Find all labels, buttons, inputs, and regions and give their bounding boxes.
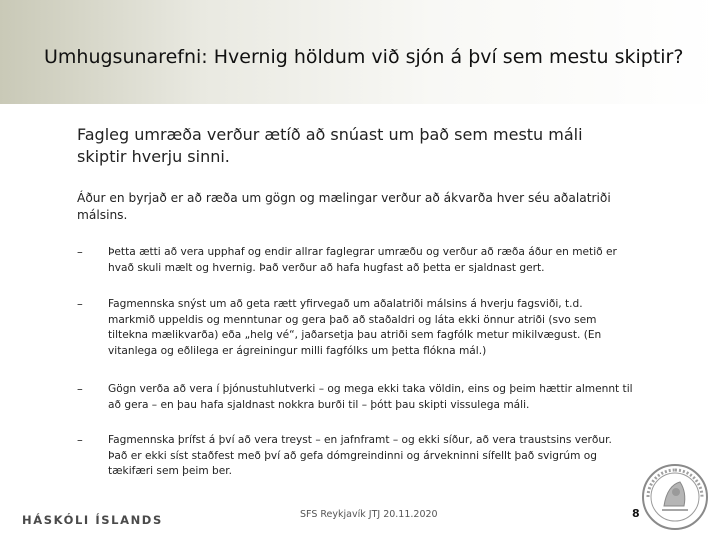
slide-title: Umhugsunarefni: Hvernig höldum við sjón á því sem mestu skiptir? [44, 46, 684, 68]
university-logo-text: HÁSKÓLI ÍSLANDS [22, 513, 163, 527]
bullet-dash: – [77, 382, 83, 396]
page-number: 8 [632, 507, 640, 520]
lead-paragraph: Áður en byrjað er að ræða um gögn og mælingar verður að ákvarða hver séu aðalatriði málsins. [77, 191, 611, 222]
bullet-dash: – [77, 433, 83, 447]
bullet-dash: – [77, 297, 83, 311]
bullet-text: Fagmennska snýst um að geta rætt yfirvegað um aðalatriði málsins á hverju fagsviði, t.d. markmið uppeldis og menntunar og gera það að staðaldri og láta ekki önnur atriði (svo sem tiltekna mælikvarða) eða „helg vé“, jaðarsetja þau atriði sem fagfólk metur mikilvægust. (En vitanlega og eðlilega er ágreiningur milli fagfólks um þetta flókna mál.) [108, 298, 602, 357]
bullet-dash: – [77, 245, 83, 259]
bullet-text: Þetta ætti að vera upphaf og endir allrar faglegrar umræðu og verður að ræða áður en metið er hvað skuli mælt og hvernig. Það verður að hafa hugfast að þetta er sjaldnast gert. [108, 246, 617, 274]
bullet-text: Fagmennska þrífst á því að vera treyst – en jafnframt – og ekki síður, að vera traustsins verður. Það er ekki síst staðfest með því að gefa dómgreindinni og árvekninni sífellt það svigrúm og tækifæri sem þeim ber. [108, 434, 612, 477]
bullet-text: Gögn verða að vera í þjónustuhlutverki – og mega ekki taka völdin, eins og þeim hættir almennt til að gera – en þau hafa sjaldnast nokkra burði til – þótt þau skipti vissulega máli. [108, 383, 633, 411]
footer-text: SFS Reykjavík JTJ 20.11.2020 [300, 509, 438, 520]
intro-paragraph: Fagleg umræða verður ætíð að snúast um það sem mestu máli skiptir hverju sinni. [77, 125, 583, 166]
university-seal-icon [640, 462, 710, 532]
